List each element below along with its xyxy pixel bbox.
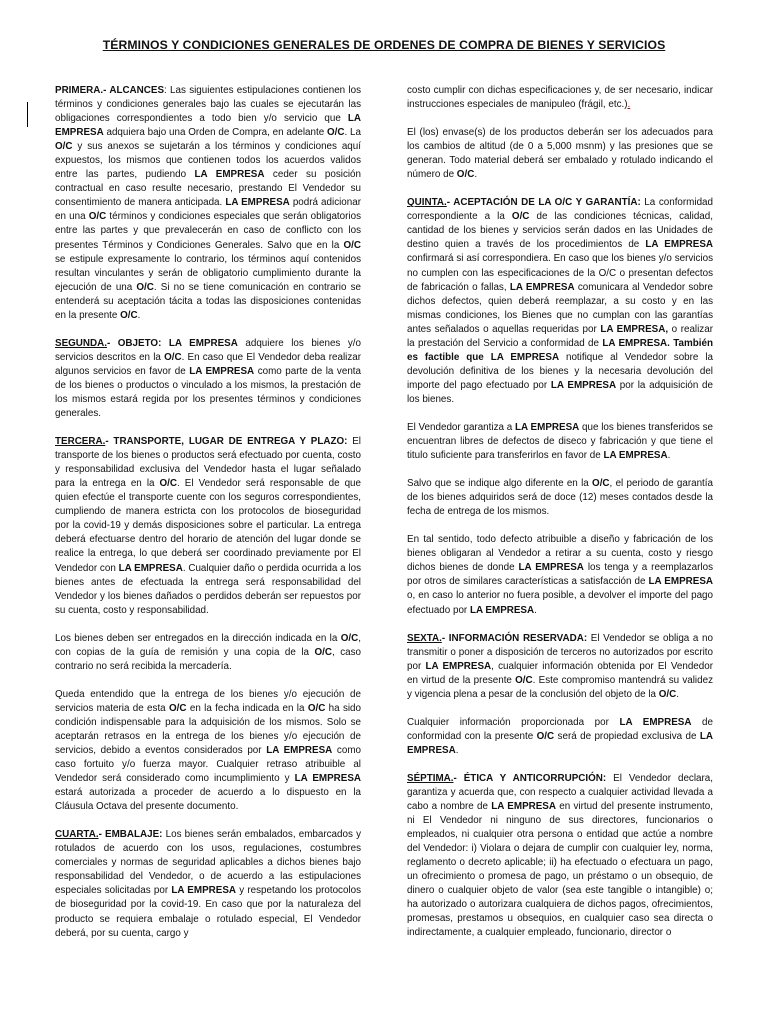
clause-heading: TERCERA.- TRANSPORTE, LUGAR DE ENTREGA Y PLAZO:: [55, 436, 348, 448]
paragraph-entrega: Los bienes deben ser entregados en la dirección indicada en la O/C, con copias de la guía de remisión y una copia de la O/C, caso contrario no será recibida la mercadería.: [55, 632, 361, 672]
clause-cuarta: CUARTA.- EMBALAJE: Los bienes serán embalados, embarcados y rotulados de acuerdo con los usos, regulaciones, costumbres comerciales y normas de seguridad aplicables a dichos bienes bajo responsabilidad del Vendedor, o de acuerdo a las estipulaciones especiales solicitadas por LA EMPRESA y respetando los protocolos de bioseguridad por la covid-19. En caso que por la naturaleza del producto se requiera embalaje o rotulado especial, El Vendedor deberá, por su cuenta, cargo y: [55, 829, 362, 939]
clause-segunda: SEGUNDA.- OBJETO: LA EMPRESA adquiere los bienes y/o servicios descritos en la O/C. En caso que El Vendedor deba realizar algunos servicios en favor de LA EMPRESA como parte de la venta de los bienes o productos o vinculado a los mismos, la prestación de los mismos estará regida por los presentes términos y condiciones generales.: [55, 337, 362, 420]
clause-tercera: TERCERA.- TRANSPORTE, LUGAR DE ENTREGA Y PLAZO: El transporte de los bienes o productos será efectuado por cuenta, costo y responsabilidad exclusiva del Vendedor hasta el lugar señalado para la entrega en la O/C. El Vendedor será responsable de que quien efectúe el transporte cuente con los seguros correspondientes, cumpliendo de manera estricta con los protocolos de bioseguridad por la covid-19 y demás disposiciones sobre el particular. La entrega deberá efectuarse dentro del horario de atención del lugar donde se realice la entrega, lo que deberá ser coordinado previamente por El Vendedor con LA EMPRESA. Cualquier daño o perdida ocurrida a los bienes antes de efectuada la entrega será responsabilidad del Vendedor y los bienes dañados o perdidos deberán ser repuestos por su cuenta, costo y responsabilidad.: [55, 436, 361, 616]
paragraph-garantiza: El Vendedor garantiza a LA EMPRESA que los bienes transferidos se encuentran libres de defectos de diseco y fabricación y que tiene el titulo suficiente para transferirlos en favor de LA EMPRESA.: [407, 421, 714, 462]
clause-heading: SEXTA.- INFORMACIÓN RESERVADA:: [407, 632, 588, 644]
paragraph-defectos: En tal sentido, todo defecto atribuible a diseño y fabricación de los bienes obligaran al Vendedor a retirar a su cuenta, costo y riesgo dichos bienes de donde LA EMPRESA los tenga y a reemplazarlos por otros de similares características a satisfacción de LA EMPRESA o, en caso lo anterior no fuera posible, a devolver el importe del pago efectuado por LA EMPRESA.: [407, 534, 714, 616]
clause-quinta: QUINTA.- ACEPTACIÓN DE LA O/C Y GARANTÍA: La conformidad correspondiente a la O/C de las condiciones técnicas, calidad, cantidad de los bienes y servicios serán dados en las Unidades de destino quien a través de los procedimientos de LA EMPRESA confirmará si así correspondiera. En caso que los bienes y/o servicios no cumplen con las especificaciones de la O/C o presentan defectos de fabricación o fallas, LA EMPRESA comunicara al Vendedor sobre dichos defectos, quien deberá reemplazar, a su costo y en las mismas condiciones, los Bienes que no cumplan con las garantías antes señalados o aquellas requeridas por LA EMPRESA, o realizar la prestación del Servicio a conformidad de LA EMPRESA. También es factible que LA EMPRESA notifique al Vendedor sobre la devolución definitiva de los bienes y la necesaria devolución del importe del pago efectuado por LA EMPRESA por la adquisición de los bienes.: [407, 197, 714, 405]
right-column: [407, 84, 713, 954]
clause-heading: SEGUNDA.- OBJETO:: [55, 337, 169, 349]
paragraph-envase: El (los) envase(s) de los productos deberán ser los adecuados para los cambios de altitud (de 0 a 5,000 msnm) y las presiones que se generan. Todo material deberá ser embalado y rotulado indicando el número de O/C.: [407, 127, 713, 181]
paragraph-periodo-garantia: Salvo que se indique algo diferente en la O/C, el periodo de garantía de los bienes adquiridos será de doce (12) meses contados desde la fecha de entrega de los mismos.: [407, 478, 713, 518]
text-cursor: [27, 102, 28, 127]
page-title: TÉRMINOS Y CONDICIONES GENERALES DE ORDENES DE COMPRA DE BIENES Y SERVICIOS: [102, 38, 666, 52]
paragraph-continuation: costo cumplir con dichas especificaciones y, de ser necesario, indicar instrucciones especiales de manipuleo (frágil, etc.).: [407, 85, 713, 111]
clause-primera: PRIMERA.- ALCANCES: Las siguientes estipulaciones contienen los términos y condiciones generales bajo las cuales se ejecutarán las obligaciones correspondientes a todo bien y/o servicio que LA EMPRESA adquiera bajo una Orden de Compra, en adelante O/C. La O/C y sus anexos se sujetarán a los términos y condiciones aquí expuestos, los mismos que contienen todos los acuerdos validos entre las partes, pudiendo LA EMPRESA ceder su posición contractual en caso resulte necesario, prestando El Vendedor su consentimiento de manera anticipada. LA EMPRESA podrá adicionar en una O/C términos y condiciones especiales que serán obligatorios entre las partes y que prevalecerán en caso de conflicto con los presentes Términos y Condiciones Generales. Salvo que en la O/C se estipule expresamente lo contrario, los términos aquí contenidos resultan vinculantes y serán de obligatorio cumplimiento durante la ejecución de una O/C. Si no se tiene comunicación en contrario se entenderá su aceptación tácita a todas las disposiciones contenidas en la presente O/C.: [55, 85, 362, 321]
paragraph-plazo: Queda entendido que la entrega de los bienes y/o ejecución de servicios materia de esta O/C en la fecha indicada en la O/C ha sido condición indispensable para la adquisición de los mismos. Solo se aceptarán retrasos en la entrega de los bienes y/o ejecución de servicios, debido a eventos considerados por LA EMPRESA como caso fortuito y/o fuerza mayor. Cualquier retraso atribuible al Vendedor será considerado como incumplimiento y LA EMPRESA estará autorizada a proceder de acuerdo a lo dispuesto en la Cláusula Octava del presente documento.: [55, 688, 362, 813]
clause-heading: PRIMERA.- ALCANCES: [55, 85, 165, 96]
clause-sexta: SEXTA.- INFORMACIÓN RESERVADA: El Vendedor se obliga a no transmitir o poner a disposición de terceros no autorizados por escrito por LA EMPRESA, cualquier información obtenida por El Vendedor en virtud de la presente O/C. Este compromiso mantendrá su validez y vigencia plena a pesar de la conclusión del objeto de la O/C.: [407, 632, 714, 700]
clause-heading: CUARTA.- EMBALAJE:: [55, 829, 163, 841]
clause-septima: SÉPTIMA.- ÉTICA Y ANTICORRUPCIÓN: El Vendedor declara, garantiza y acuerda que, con respecto a cualquier actividad llevada a cabo a nombre de LA EMPRESA en virtud del presente instrumento, ni El Vendedor ni ninguno de sus directores, funcionarios o empleados, ni cualquier otra persona o entidad que actúe a nombre del Vendedor: i) Violara o dejara de cumplir con cualquier ley, norma, reglamento o decreto aplicable; ii) ha efectuado o efectuara un pago, un ofrecimiento o promesa de pago, un préstamo o un obsequio, de dinero o cualquier objeto de valor (sea este tangible o intangible) o; ha autorizado o autorizara cualquiera de dichos pagos, ofrecimientos, promesas, prestamos u obsequios, en cualquier caso sea directa o indirectamente, a cualquier empleado, funcionario, director o: [407, 772, 713, 939]
left-column: [55, 84, 361, 955]
clause-heading: QUINTA.- ACEPTACIÓN DE LA O/C Y GARANTÍA:: [407, 197, 641, 209]
clause-heading: SÉPTIMA.- ÉTICA Y ANTICORRUPCIÓN:: [407, 772, 607, 784]
paragraph-propiedad-informacion: Cualquier información proporcionada por LA EMPRESA de conformidad con la presente O/C será de propiedad exclusiva de LA EMPRESA.: [407, 716, 714, 756]
